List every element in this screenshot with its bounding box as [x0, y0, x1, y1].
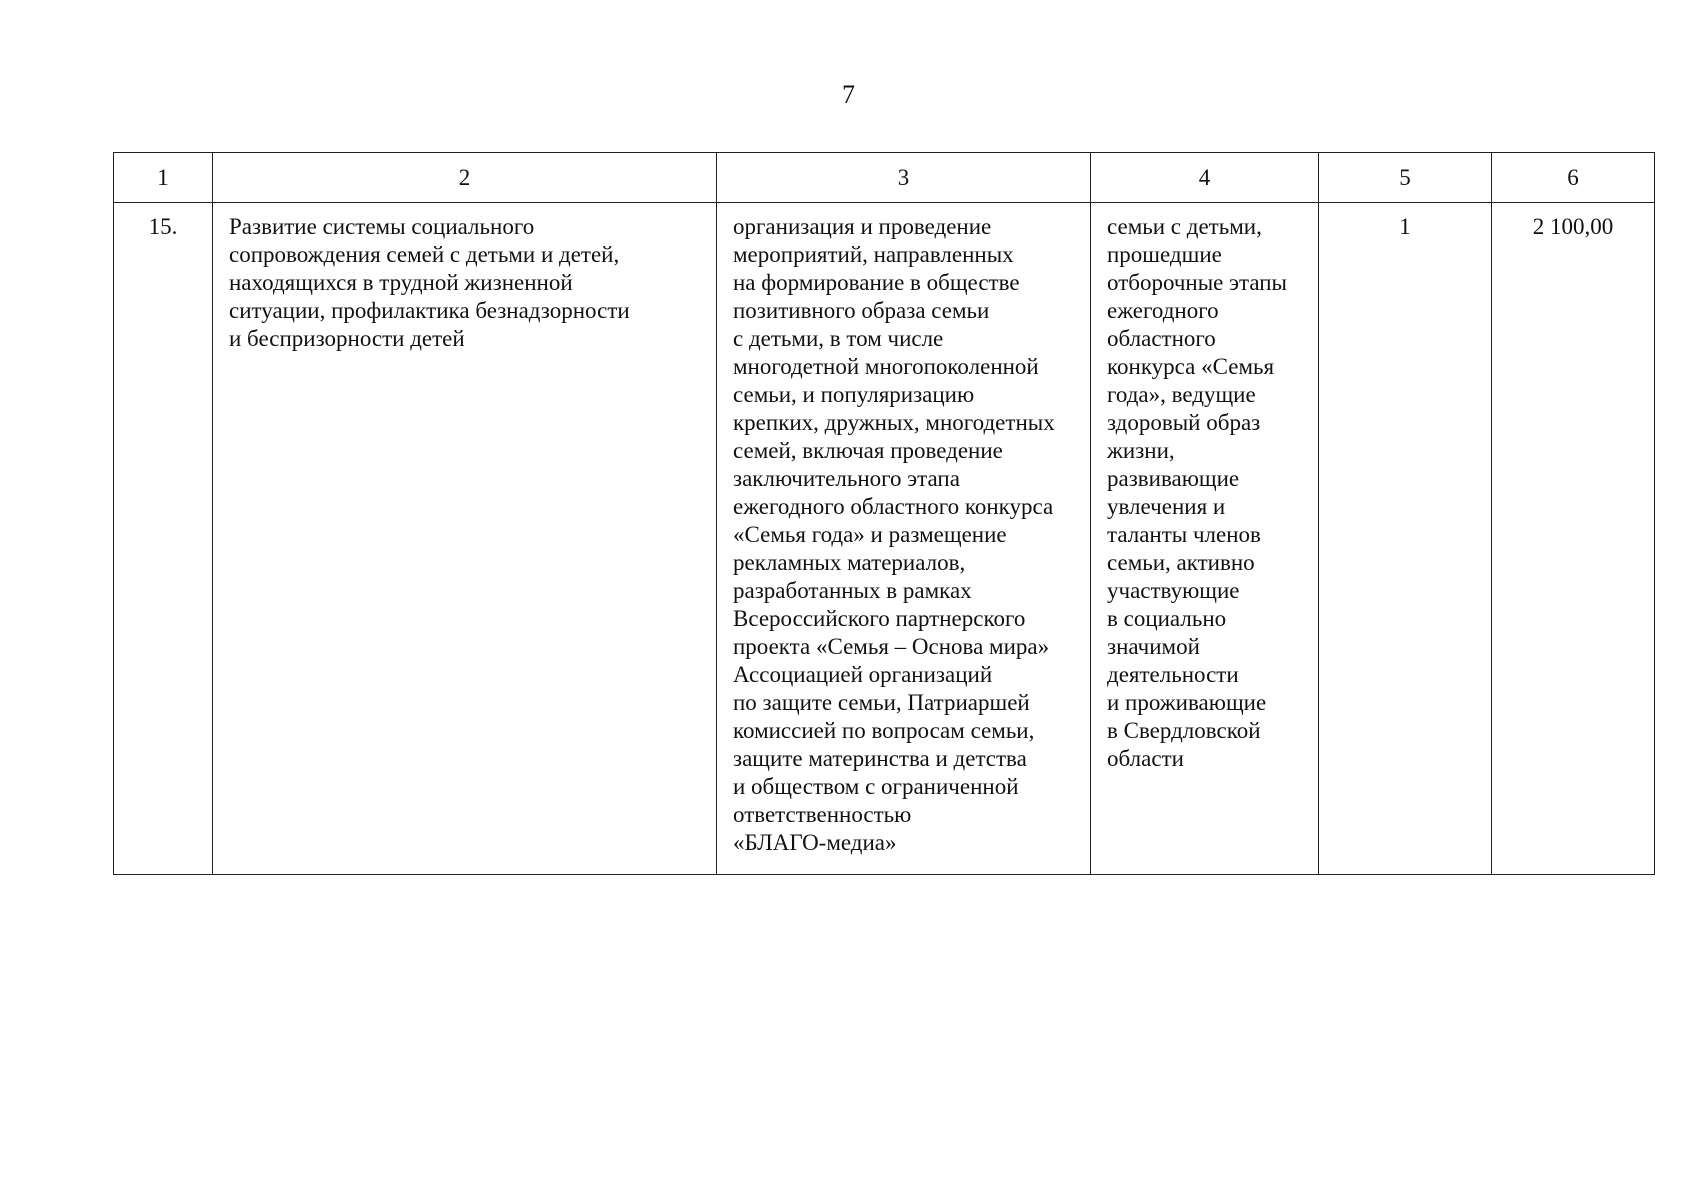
column-header-5: 5 [1319, 153, 1492, 203]
amount-cell [1492, 203, 1655, 875]
count-cell [1319, 203, 1492, 875]
direction-cell [213, 203, 717, 875]
column-header-4: 4 [1091, 153, 1319, 203]
amount-value: 2 100,00 [1532, 214, 1614, 239]
activity-cell [717, 203, 1091, 875]
activity-text: организация и проведение мероприятий, направленных на формирование в обществе позитивного образа семьи с детьми, в том числе многодетной многопоколенной семьи, и популяризацию крепких, дружных, многодетных семей, включая проведение заключительного этапа ежегодного областного конкурса «Семья года» и размещение рекламных материалов, разработанных в рамках Всероссийского партнерского проекта «Семья – Основа мира» Ассоциацией организаций по защите семьи, Патриаршей комиссией по вопросам семьи, защите материнства и детства и обществом с ограниченной ответственностью «БЛАГО-медиа» [733, 214, 1055, 855]
column-header-1: 1 [114, 153, 213, 203]
direction-text: Развитие системы социального сопровождения семей с детьми и детей, находящихся в трудной жизненной ситуации, профилактика безнадзорности и беспризорности детей [229, 214, 630, 351]
recipients-text: семьи с детьми, прошедшие отборочные этапы ежегодного областного конкурса «Семья года», ведущие здоровый образ жизни, развивающие увлечения и таланты членов семьи, активно участвующие в социально значимой деятельности и проживающие в Свердловской области [1107, 214, 1288, 771]
column-header-2: 2 [213, 153, 717, 203]
page-number: 7 [842, 80, 855, 109]
count-value: 1 [1399, 214, 1411, 239]
document-table [113, 152, 1655, 875]
recipients-cell [1091, 203, 1319, 875]
row-number: 15. [148, 214, 178, 239]
column-header-6: 6 [1492, 153, 1655, 203]
row-number-cell [114, 203, 213, 875]
table-header-row [114, 153, 1655, 203]
column-header-3: 3 [717, 153, 1091, 203]
table-row [114, 203, 1655, 875]
